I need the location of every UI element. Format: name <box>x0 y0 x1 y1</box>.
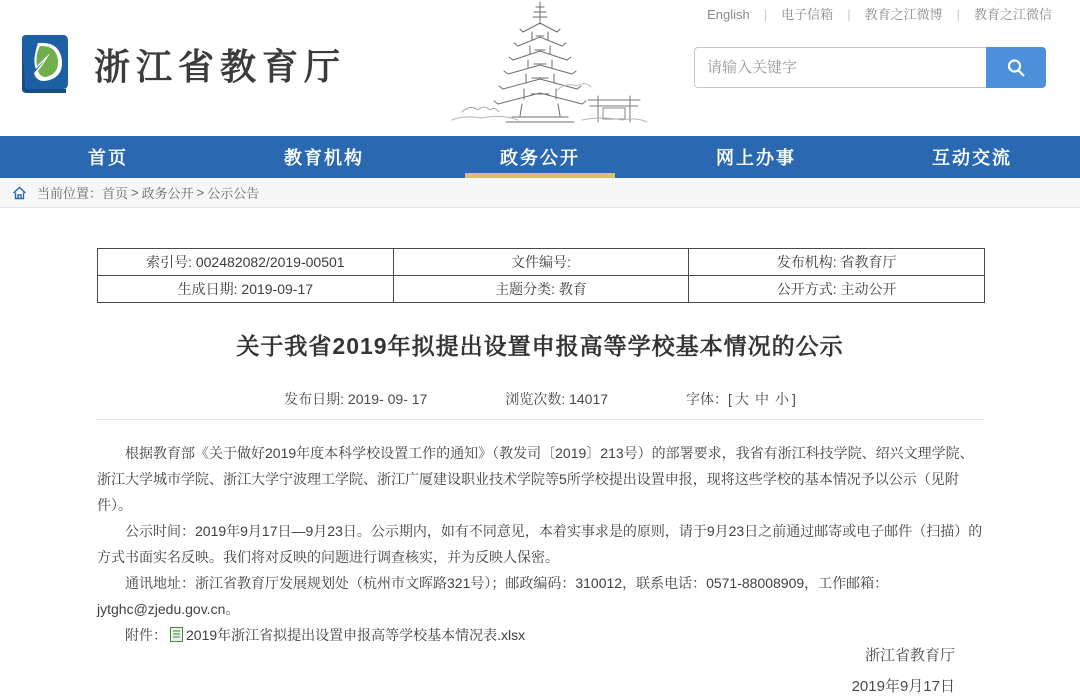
document-meta-table <box>97 248 985 303</box>
utility-links <box>707 4 1052 23</box>
font-size-medium-button[interactable]: 中 <box>754 390 769 407</box>
link-email[interactable]: 电子信箱 <box>781 7 834 22</box>
view-count: 浏览次数: 14017 <box>505 390 609 407</box>
site-logo[interactable] <box>16 33 346 95</box>
article-body <box>97 440 985 648</box>
home-icon <box>12 186 27 200</box>
signature-date: 2019年9月17日 <box>851 678 955 695</box>
search-input[interactable] <box>694 47 986 88</box>
search-box <box>694 47 1046 88</box>
cell-disclosure-method: 公开方式: 主动公开 <box>689 276 985 303</box>
divider: | <box>956 7 960 22</box>
link-weibo[interactable]: 教育之江微博 <box>864 7 943 22</box>
font-size-label: 字体：[ <box>686 390 732 407</box>
paragraph: 根据教育部《关于做好2019年度本科学校设置工作的通知》（教发司〔2019〕213号）的部署要求，我省有浙江科技学院、绍兴文理学院、浙江大学城市学院、浙江大学宁波理工学院、浙江广厦建设职业技术学院等5所学校提出设置申报，现将这些学校的基本情况予以公示（见附件）。 <box>97 445 974 513</box>
site-title: 浙江省教育厅 <box>94 45 347 87</box>
divider: | <box>763 7 768 22</box>
link-wechat[interactable]: 教育之江微信 <box>973 7 1052 22</box>
breadcrumb <box>0 178 1080 208</box>
cell-index-number: 索引号: 002482082/2019-00501 <box>98 249 394 276</box>
breadcrumb-separator: > <box>196 185 205 200</box>
cell-topic-category: 主题分类: 教育 <box>393 276 689 303</box>
breadcrumb-gov-disclosure[interactable]: 政务公开 <box>141 186 194 201</box>
book-leaf-logo-icon <box>16 33 80 95</box>
paragraph: 公示时间：2019年9月17日—9月23日。公示期内，如有不同意见，本着实事求是的原则，请于9月23日之前通过邮寄或电子邮件（扫描）的方式书面实名反映。我们将对反映的问题进行调查核实，并为反映人保密。 <box>97 523 983 565</box>
search-icon <box>1005 57 1027 79</box>
pagoda-sketch <box>432 0 662 133</box>
signature-block <box>0 640 955 696</box>
nav-item-home[interactable]: 首页 <box>88 148 128 168</box>
signature-name: 浙江省教育厅 <box>864 647 955 664</box>
nav-item-institutions[interactable]: 教育机构 <box>284 148 364 168</box>
nav-item-gov-disclosure[interactable]: 政务公开 <box>432 136 648 178</box>
attachment-label: 附件： <box>125 627 167 643</box>
font-size-control <box>686 389 796 409</box>
main-nav <box>0 136 1080 178</box>
article-meta-row <box>95 390 985 420</box>
font-size-large-button[interactable]: 大 <box>734 390 749 407</box>
search-button[interactable] <box>986 47 1046 88</box>
article-title: 关于我省2019年拟提出设置申报高等学校基本情况的公示 <box>236 333 844 359</box>
divider: | <box>847 7 851 22</box>
cell-issuing-agency: 发布机构: 省教育厅 <box>689 249 985 276</box>
breadcrumb-announcements[interactable]: 公示公告 <box>207 186 260 201</box>
table-row <box>98 249 985 276</box>
breadcrumb-prefix: 当前位置： <box>37 186 103 201</box>
link-english[interactable]: English <box>707 7 750 22</box>
cell-date-created: 生成日期: 2019-09-17 <box>98 276 394 303</box>
cell-file-number: 文件编号: <box>393 249 689 276</box>
font-size-label-suffix: ] <box>791 390 796 407</box>
nav-item-online-services[interactable]: 网上办事 <box>716 148 796 168</box>
table-row <box>98 276 985 303</box>
font-size-small-button[interactable]: 小 <box>774 390 789 407</box>
breadcrumb-home[interactable]: 首页 <box>102 186 129 201</box>
nav-item-interaction[interactable]: 互动交流 <box>932 148 1012 168</box>
attachment-link[interactable]: 2019年浙江省拟提出设置申报高等学校基本情况表.xlsx <box>186 627 526 643</box>
paragraph: 通讯地址：浙江省教育厅发展规划处（杭州市文晖路321号）；邮政编码：310012，联系电话：0571-88008909，工作邮箱：jytghc@zjedu.gov.cn。 <box>97 575 889 617</box>
breadcrumb-separator: > <box>131 185 139 200</box>
publish-date: 发布日期: 2019- 09- 17 <box>284 390 428 407</box>
site-header <box>0 0 1080 136</box>
